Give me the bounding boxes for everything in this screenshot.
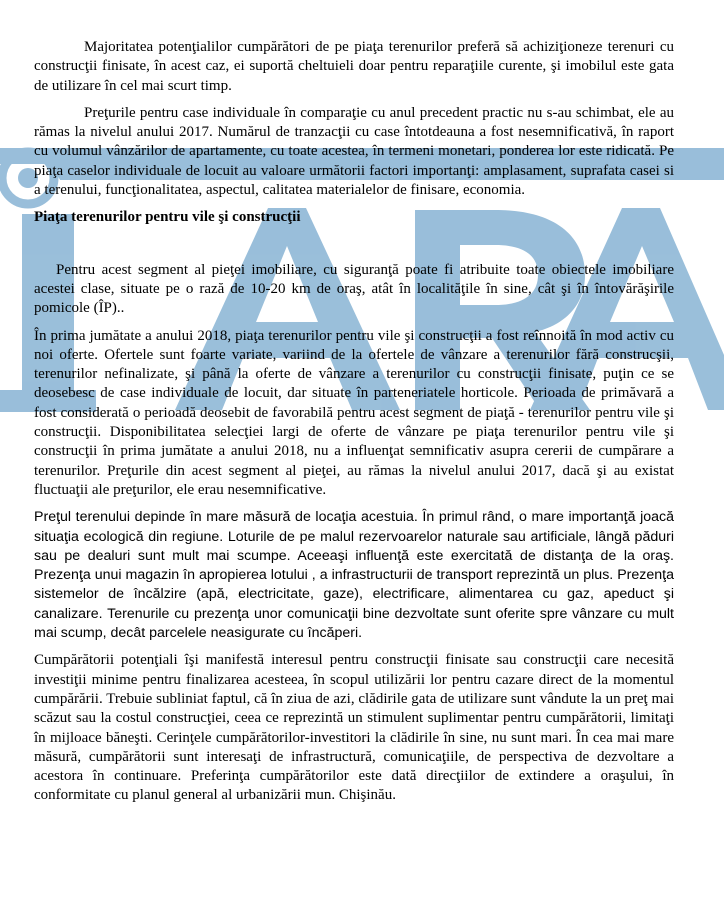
- paragraph-6: Cumpărătorii potenţiali îşi manifestă interesul pentru construcţii finisate sau construcţii care necesită investiţii minime pentru finalizarea acesteea, în scopul utilizării lor pentru cazare direct de la momentul cumpărării. Trebuie subliniat faptul, că în ziua de azi, clădirile gata de utilizare sunt vândute la un preţ mai scăzut sau la costul construcţiei, ceea ce reprezintă un stimulent suplimentar pentru cumpărătorii, limitaţi în mijloace băneşti. Cerinţele cumpărătorilor-investitori la clădirile în sine, nu sunt mari. În cea mai mare măsură, cumpărătorii sunt interesaţi de infrastructură, comunicaţiile, de perspectiva de dezvoltare a acestora în continuare. Preferinţa cumpărătorilor este dată direcţiilor de extindere a oraşului, în conformitate cu planul general al urbanizării mun. Chişinău.: [34, 652, 674, 804]
- document-body: [34, 38, 674, 814]
- paragraph-1: Majoritatea potenţialilor cumpărători de pe piaţa terenurilor preferă să achiziţioneze terenuri cu construcţii finisate, în acest caz, ei suportă cheltuieli doar pentru reparaţiile curente, şi imobilul este gata de utilizare în cel mai scurt timp.: [34, 39, 674, 94]
- paragraph-4: În prima jumătate a anului 2018, piaţa terenurilor pentru vile şi construcţii a fost reînnoită în mod activ cu noi oferte. Ofertele sunt foarte variate, variind de la ofertele de vânzare a terenurilor fără construcşii, terenurilor nefinalizate, şi până la oferte de vânzare a terenurilor cu construcţii finisate, puţin ce se deosebesc de case individuale de locuit, dar situate în parteneriatele horticole. Perioada de primăvară a fost considerată o perioadă deosebit de favorabilă pentru acest segment de piaţă - terenurilor pentru vile şi construcţii. Disponibilitatea selecţiei largi de oferte de vânzare pe piaţa terenurilor pentru vile şi construcţii în prima jumătate a anului 2018, nu a influenţat semnificativ asupra cererii de cumpărare a terenurilor. Preţurile din acest segment al pieţei, au rămas la nivelul anului 2017, dacă şi au existat fluctuaţii ale preţurilor, ele erau nesemnificative.: [34, 327, 674, 498]
- section-heading: Piaţa terenurilor pentru vile şi construcţii: [34, 209, 301, 226]
- paragraph-5: Preţul terenului depinde în mare măsură de locaţia acestuia. În primul rând, o mare importanţă joacă situaţia ecologică din regiune. Loturile de pe malul rezervoarelor naturale sau artificiale, lângă păduri sau pe dealuri sunt mult mai scumpe. Aceeaşi influenţă este exercitată de distanţa de la oraş. Prezenţa unui magazin în apropierea lotului , a infrastructurii de transport reprezintă un plus. Prezenţa sistemelor de încălzire (apă, electricitate, gaze), electrificare, alimentarea cu gaz, apeduct şi canalizare. Terenurile cu prezenţa unor comunicaţii bine dezvoltate sunt oferite spre vânzare cu mult mai scump, decât parcelele neasigurate cu încăperi.: [34, 509, 674, 642]
- paragraph-2: Preţurile pentru case individuale în comparaţie cu anul precedent practic nu s-au schimbat, ele au rămas la nivelul anului 2017. Numărul de tranzacţii cu case întotdeauna a fost nesemnificativă, în raport cu volumul vânzărilor de apartamente, cu toate acestea, în termeni monetari, ponderea lor este ridicată. Pe piaţa caselor individuale de locuit au valoare următorii factori importanţi: amplasament, suprafata casei si a terenului, funcţionalitatea, aspectul, calitatea materialelor de finisare, economia.: [34, 104, 674, 199]
- paragraph-3: Pentru acest segment al pieţei imobiliare, cu siguranţă poate fi atribuite toate obiectele imobiliare acestei clase, situate pe o rază de 10-20 km de oraş, atât în localităţile în sine, cât şi în întovărăşirile pomicole (ÎP)..: [34, 261, 674, 317]
